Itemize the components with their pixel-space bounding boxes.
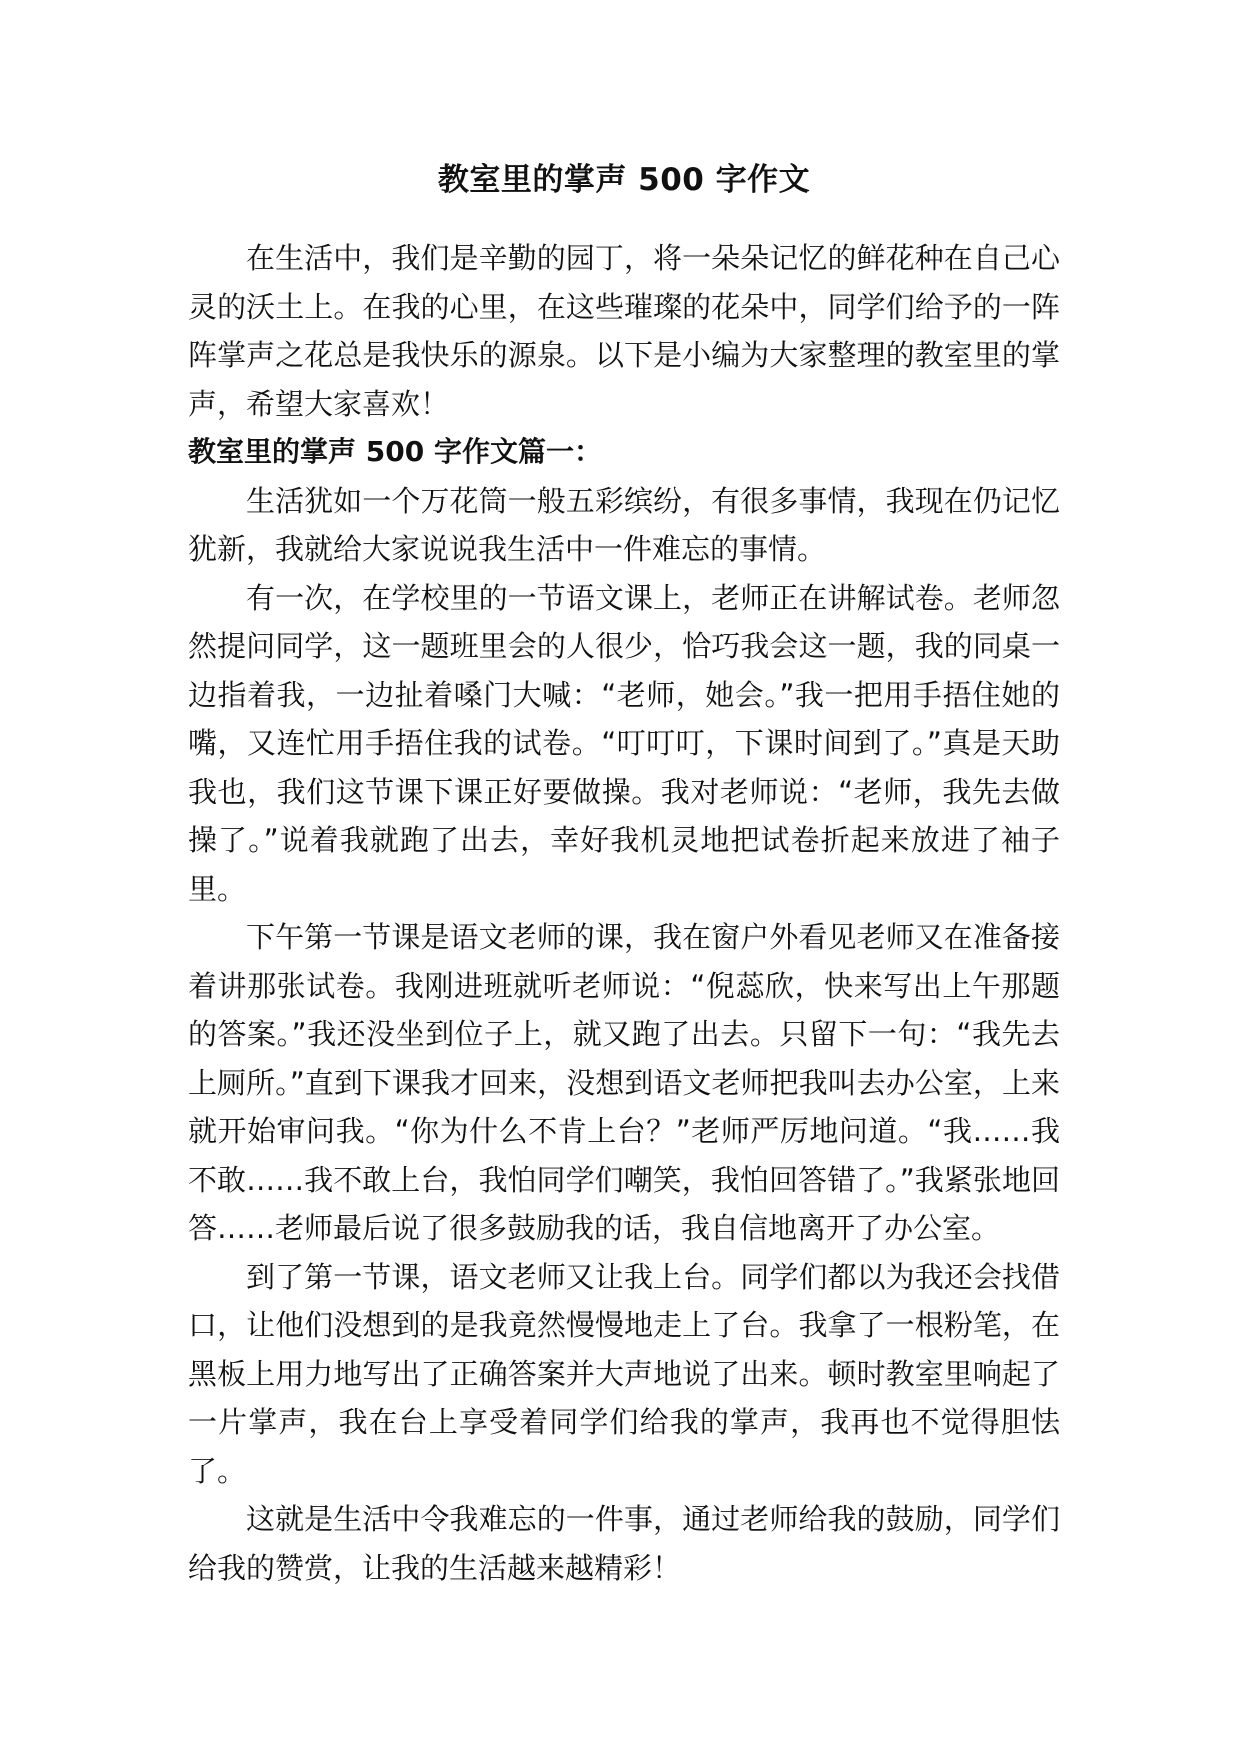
body-paragraph: 有一次，在学校里的一节语文课上，老师正在讲解试卷。老师忽然提问同学，这一题班里会的人很少，恰巧我会这一题，我的同桌一边指着我，一边扯着嗓门大喊：“老师，她会。”我一把用手捂住她的嘴，又连忙用手捂住我的试卷。“叮叮叮，下课时间到了。”真是天助我也，我们这节课下课正好要做操。我对老师说：“老师，我先去做操了。”说着我就跑了出去，幸好我机灵地把试卷折起来放进了袖子里。 [188,580,1060,906]
body-paragraph: 到了第一节课，语文老师又让我上台。同学们都以为我还会找借口，让他们没想到的是我竟然慢慢地走上了台。我拿了一根粉笔，在黑板上用力地写出了正确答案并大声地说了出来。顿时教室里响起了一片掌声，我在台上享受着同学们给我的掌声，我再也不觉得胆怯了。 [188,1259,1060,1488]
section-heading: 教室里的掌声 500 字作文篇一： [188,435,602,468]
document-title: 教室里的掌声 500 字作文 [437,162,811,198]
body-paragraph: 下午第一节课是语文老师的课，我在窗户外看见老师又在准备接着讲那张试卷。我刚进班就听老师说：“倪蕊欣，快来写出上午那题的答案。”我还没坐到位子上，就又跑了出去。只留下一句：“我先去上厕所。”直到下课我才回来，没想到语文老师把我叫去办公室，上来就开始审问我。“你为什么不肯上台？”老师严厉地问道。“我……我不敢……我不敢上台，我怕同学们嘲笑，我怕回答错了。”我紧张地回答……老师最后说了很多鼓励我的话，我自信地离开了办公室。 [188,920,1060,1245]
intro-paragraph: 在生活中，我们是辛勤的园丁，将一朵朵记忆的鲜花种在自己心灵的沃土上。在我的心里，在这些璀璨的花朵中，同学们给予的一阵阵掌声之花总是我快乐的源泉。以下是小编为大家整理的教室里的掌声，希望大家喜欢！ [188,241,1060,421]
body-paragraph: 这就是生活中令我难忘的一件事，通过老师给我的鼓励，同学们给我的赞赏，让我的生活越来越精彩！ [188,1502,1060,1585]
body-paragraph: 生活犹如一个万花筒一般五彩缤纷，有很多事情，我现在仍记忆犹新，我就给大家说说我生活中一件难忘的事情。 [188,483,1060,566]
document-page [188,160,1060,1592]
